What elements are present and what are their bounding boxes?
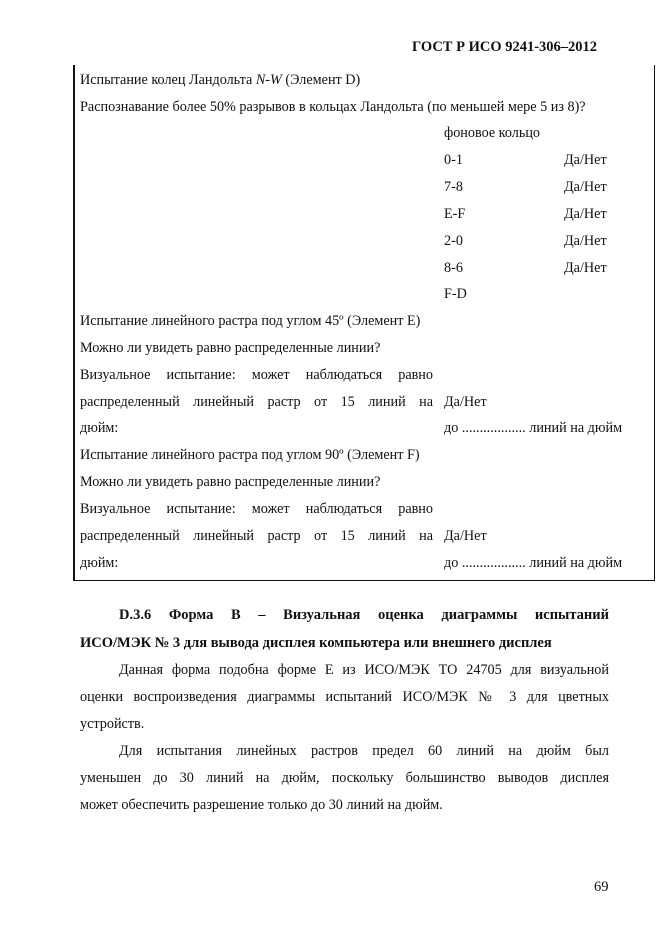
ring-code: 8-6 bbox=[444, 260, 463, 276]
raster90-line1: Визуальное испытание: может наблюдаться равно bbox=[80, 501, 433, 517]
raster90-question: Можно ли увидеть равно распределенные линии? bbox=[80, 474, 381, 490]
raster45-line2: распределенный линейный растр от 15 линий на bbox=[80, 394, 433, 410]
paragraph2-line3: может обеспечить разрешение только до 30 линий на дюйм. bbox=[80, 797, 443, 813]
raster45-answer: Да/Нет bbox=[444, 394, 487, 410]
ring-code: E-F bbox=[444, 206, 466, 222]
raster45-question: Можно ли увидеть равно распределенные линии? bbox=[80, 340, 381, 356]
section-heading-line2: ИСО/МЭК № 3 для вывода дисплея компьютера или внешнего дисплея bbox=[80, 635, 552, 651]
ring-answer: Да/Нет bbox=[564, 206, 607, 222]
ring-answer: Да/Нет bbox=[564, 152, 607, 168]
ring-code: 2-0 bbox=[444, 233, 463, 249]
raster90-answer: Да/Нет bbox=[444, 528, 487, 544]
ring-answer: Да/Нет bbox=[564, 233, 607, 249]
section-heading-line1: D.3.6 Форма B – Визуальная оценка диаграммы испытаний bbox=[119, 607, 609, 623]
ring-test-title: Испытание колец Ландольта N-W (Элемент D) bbox=[80, 72, 361, 88]
raster90-line3: дюйм: bbox=[80, 555, 119, 571]
ring-code: 0-1 bbox=[444, 152, 463, 168]
raster45-up-to: до .................. линий на дюйм bbox=[444, 420, 623, 436]
raster90-line2: распределенный линейный растр от 15 линий на bbox=[80, 528, 433, 544]
table-left-border bbox=[73, 65, 75, 581]
paragraph1-line2: оценки воспроизведения диаграммы испытаний ИСО/МЭК № 3 для цветных bbox=[80, 689, 609, 705]
paragraph1-line3: устройств. bbox=[80, 716, 145, 732]
ring-code: F-D bbox=[444, 286, 467, 302]
raster90-title: Испытание линейного растра под углом 90º (Элемент F) bbox=[80, 447, 420, 463]
ring-answer: Да/Нет bbox=[564, 179, 607, 195]
table-bottom-border bbox=[73, 580, 655, 581]
raster45-title: Испытание линейного растра под углом 45º (Элемент E) bbox=[80, 313, 421, 329]
raster45-line1: Визуальное испытание: может наблюдаться равно bbox=[80, 367, 433, 383]
ring-code: 7-8 bbox=[444, 179, 463, 195]
paragraph2-line1: Для испытания линейных растров предел 60 линий на дюйм был bbox=[119, 743, 609, 759]
recognition-question: Распознавание более 50% разрывов в кольцах Ландольта (по меньшей мере 5 из 8)? bbox=[80, 99, 586, 115]
paragraph1-line1: Данная форма подобна форме E из ИСО/МЭК ТО 24705 для визуальной bbox=[119, 662, 609, 678]
background-ring-label: фоновое кольцо bbox=[444, 125, 541, 141]
document-header: ГОСТ Р ИСО 9241-306–2012 bbox=[412, 39, 598, 55]
table-right-border bbox=[654, 65, 655, 581]
page-number: 69 bbox=[594, 879, 609, 895]
ring-answer: Да/Нет bbox=[564, 260, 607, 276]
raster90-up-to: до .................. линий на дюйм bbox=[444, 555, 623, 571]
raster45-line3: дюйм: bbox=[80, 420, 119, 436]
paragraph2-line2: уменьшен до 30 линий на дюйм, поскольку большинство выводов дисплея bbox=[80, 770, 609, 786]
